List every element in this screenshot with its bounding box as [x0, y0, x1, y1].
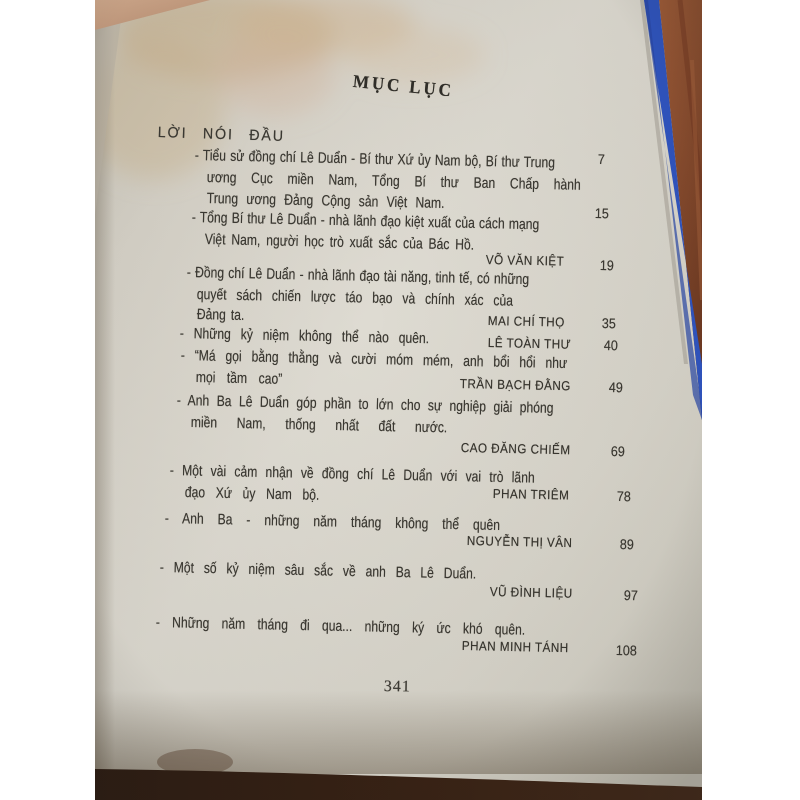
folio-number: 341	[383, 678, 411, 696]
page-ref: 49	[608, 379, 624, 396]
entry-line: đạo Xứ ủy Nam bộ.	[184, 484, 320, 504]
entry-line: - Tiểu sử đồng chí Lê Duẩn - Bí thư Xứ ủy Nam bộ, Bí thư Trung	[194, 147, 556, 172]
page-ref: 19	[599, 257, 615, 274]
page-ref: 35	[601, 315, 617, 332]
entry-line: Việt Nam, người học trò xuất sắc của Bác Hồ.	[204, 231, 475, 254]
author-name: TRẦN BẠCH ĐẰNG	[459, 376, 571, 394]
page-ref: 15	[594, 205, 610, 222]
page-ref: 40	[603, 337, 619, 354]
entry-line: miền Nam, thống nhất đất nước.	[190, 414, 448, 437]
entry-line: - Những kỷ niệm không thể nào quên.	[179, 325, 430, 348]
page-ref: 108	[615, 642, 638, 659]
preface-heading: LỜI NÓI ĐẦU	[157, 124, 286, 145]
author-name: CAO ĐĂNG CHIẾM	[460, 440, 571, 458]
page-ref: 78	[616, 488, 632, 505]
page-ref: 97	[623, 587, 639, 604]
author-name: VŨ ĐÌNH LIỆU	[489, 584, 573, 601]
entry-line: - Anh Ba - những năm tháng không thể quên	[164, 510, 501, 535]
entry-line: quyết sách chiến lược táo bạo và chính xác của	[196, 286, 514, 310]
author-name: LÊ TOÀN THƯ	[487, 335, 572, 352]
toc-page-text	[95, 0, 702, 800]
entry-line: - Đồng chí Lê Duẩn - nhà lãnh đạo tài năng, tinh tế, có những	[186, 264, 530, 289]
page-ref: 69	[610, 443, 626, 460]
entry-line: Trung ương Đảng Cộng sản Việt Nam.	[206, 190, 445, 212]
page-ref: 89	[619, 536, 635, 553]
author-name: PHAN TRIÊM	[492, 486, 570, 503]
entry-line: - Những năm tháng đi qua... những ký ức khó quên.	[155, 614, 526, 639]
author-name: NGUYỄN THỊ VÂN	[466, 533, 573, 551]
entry-line: - Tổng Bí thư Lê Duẩn - nhà lãnh đạo kiệt xuất của cách mạng	[191, 209, 540, 234]
author-name: VÕ VĂN KIỆT	[485, 252, 565, 269]
entry-line: mọi tầm cao”	[195, 369, 283, 388]
author-name: PHAN MINH TÁNH	[461, 638, 569, 656]
entry-line: ương Cục miền Nam, Tổng Bí thư Ban Chấp hành	[206, 169, 581, 194]
entry-line: Đảng ta.	[196, 306, 245, 324]
book-photo	[95, 0, 702, 800]
entry-line: - Một số kỷ niệm sâu sắc về anh Ba Lê Duẩn.	[159, 559, 477, 583]
toc-title: MỤC LỤC	[352, 71, 455, 101]
page-ref: 7	[597, 151, 606, 168]
entry-line: - Anh Ba Lê Duẩn góp phần to lớn cho sự nghiệp giải phóng	[176, 392, 554, 417]
entry-line: - “Má gọi bằng thằng và cười móm mém, anh bổi hổi như	[180, 347, 568, 373]
entry-line: - Một vài cảm nhận về đồng chí Lê Duẩn với vai trò lãnh	[169, 462, 535, 487]
author-name: MAI CHÍ THỌ	[487, 313, 565, 330]
